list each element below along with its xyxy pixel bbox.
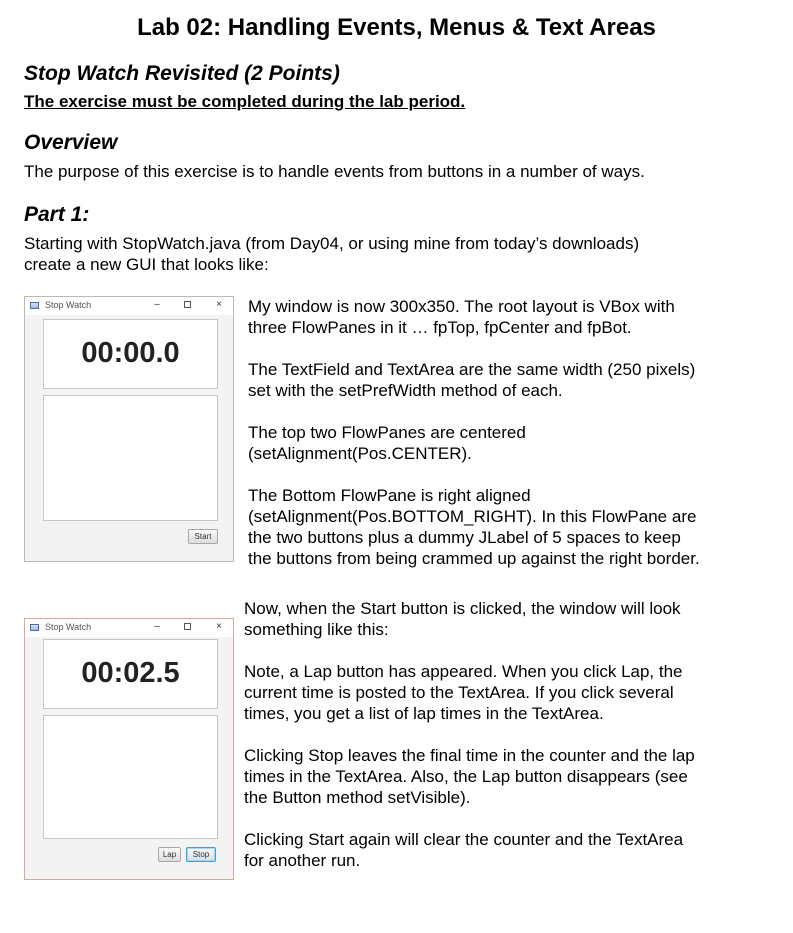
lap-button[interactable]: Lap [158,847,181,862]
description-line: for another run. [244,851,361,870]
description-line: set with the setPrefWidth method of each. [248,381,563,400]
description-line: Clicking Stop leaves the final time in the counter and the lap [244,746,695,765]
description-line: (setAlignment(Pos.CENTER). [248,444,472,463]
description-line: The TextField and TextArea are the same width (250 pixels) [248,360,696,379]
lap-text-area[interactable] [43,715,218,839]
maximize-icon[interactable] [180,621,194,633]
app-window-icon [30,302,39,309]
lap-text-area[interactable] [43,395,218,521]
time-display: 00:02.5 [81,657,180,689]
exercise-subtitle: Stop Watch Revisited (2 Points) [24,62,340,85]
description-line: the two buttons plus a dummy JLabel of 5 spaces to keep [248,528,681,547]
maximize-icon[interactable] [180,299,194,311]
layout-description [248,296,700,569]
app-window-icon [30,624,39,631]
minimize-icon[interactable]: – [154,621,160,632]
description-line: (setAlignment(Pos.BOTTOM_RIGHT). In this FlowPane are [248,507,697,526]
description-line: three FlowPanes in it … fpTop, fpCenter and fpBot. [248,318,632,337]
description-line: Now, when the Start button is clicked, the window will look [244,599,681,618]
time-display-field [43,319,218,389]
description-line: My window is now 300x350. The root layout is VBox with [248,297,675,316]
time-display: 00:00.0 [81,337,180,369]
overview-text: The purpose of this exercise is to handle events from buttons in a number of ways. [24,162,645,181]
description-line: the Button method setVisible). [244,788,471,807]
description-line: The top two FlowPanes are centered [248,423,526,442]
part1-intro [24,233,639,275]
minimize-icon[interactable]: – [154,299,160,310]
close-icon[interactable]: × [216,299,222,310]
description-line: times, you get a list of lap times in the TextArea. [244,704,604,723]
description-line: something like this: [244,620,389,639]
behavior-description [244,598,695,871]
overview-heading: Overview [24,131,118,154]
window-title: Stop Watch [45,622,92,632]
window-titlebar [25,619,233,637]
description-line: the buttons from being crammed up against the right border. [248,549,700,568]
window-title: Stop Watch [45,300,92,310]
description-line: times in the TextArea. Also, the Lap button disappears (see [244,767,688,786]
document-title: Lab 02: Handling Events, Menus & Text Areas [137,14,656,41]
close-icon[interactable]: × [216,621,222,632]
stop-button[interactable]: Stop [186,847,216,862]
start-button[interactable]: Start [188,529,218,544]
description-line: Clicking Start again will clear the counter and the TextArea [244,830,684,849]
description-line: current time is posted to the TextArea. If you click several [244,683,674,702]
part1-intro-line: create a new GUI that looks like: [24,255,269,274]
description-line: Note, a Lap button has appeared. When you click Lap, the [244,662,683,681]
lab-period-requirement: The exercise must be completed during the lab period. [24,92,466,111]
time-display-field [43,639,218,709]
stopwatch-window-running [24,618,234,880]
part1-heading: Part 1: [24,203,90,226]
window-titlebar [25,297,233,315]
description-line: The Bottom FlowPane is right aligned [248,486,531,505]
stopwatch-window-initial [24,296,234,562]
part1-intro-line: Starting with StopWatch.java (from Day04, or using mine from today’s downloads) [24,234,640,253]
